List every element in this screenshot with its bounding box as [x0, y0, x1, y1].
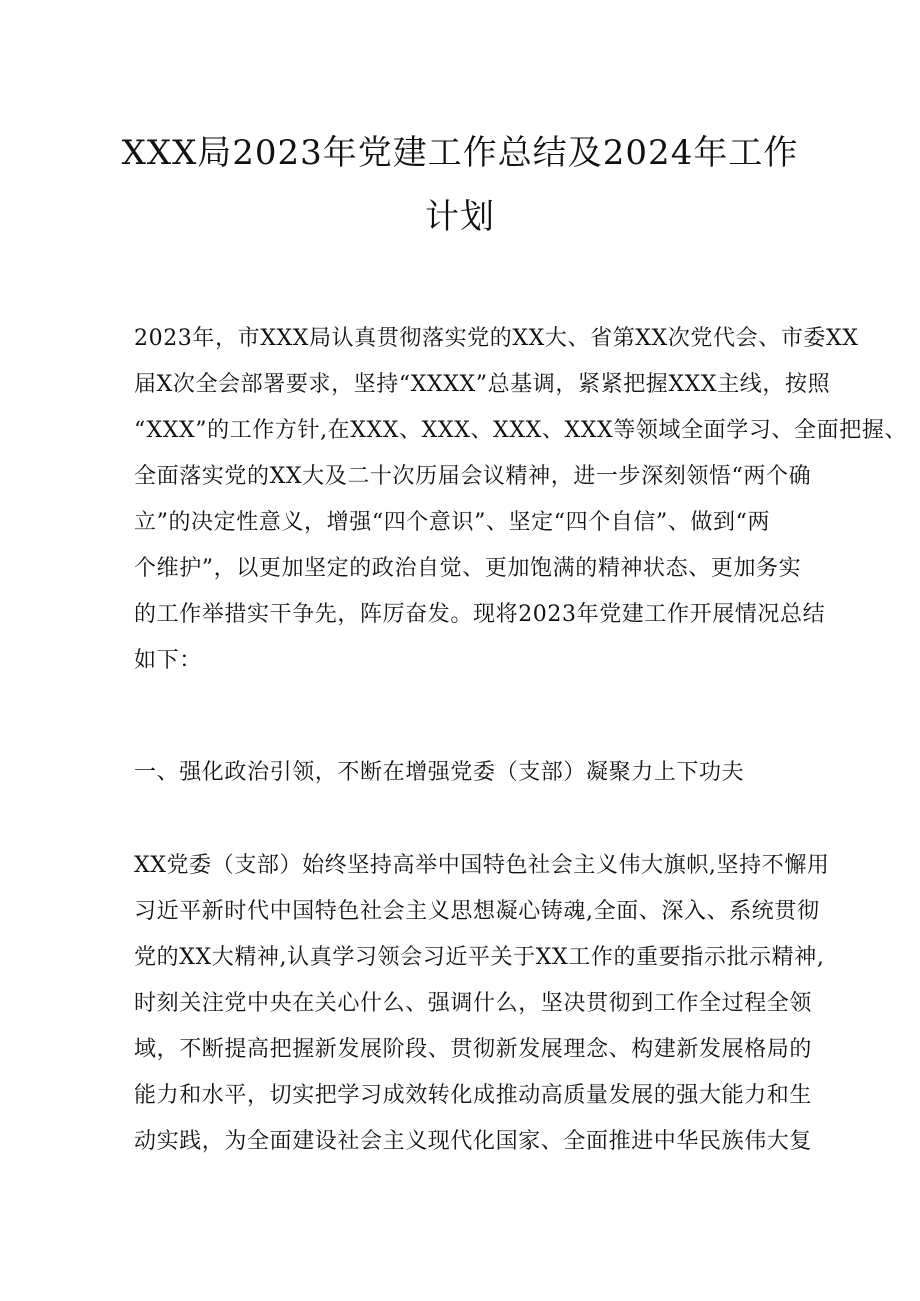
document-title-line-2: 计划 [425, 197, 495, 237]
paragraph-line: 立”的决定性意义，增强“四个意识”、坚定“四个自信”、做到“两 [134, 510, 771, 535]
paragraph-line: 全面落实党的XX大及二十次历届会议精神，进一步深刻领悟“两个确 [134, 464, 812, 489]
paragraph-line: 时刻关注党中央在关心什么、强调什么，坚决贯彻到工作全过程全领 [134, 991, 813, 1016]
section-1-paragraph [134, 843, 830, 1165]
paragraph-line: 党的XX大精神,认真学习领会习近平关于XX工作的重要指示批示精神, [134, 945, 825, 970]
paragraph-line: 个维护”，以更加坚定的政治自觉、更加饱满的精神状态、更加务实 [134, 556, 802, 581]
paragraph-line: 届X次全会部署要求，坚持“XXXX”总基调，紧紧把握XXX主线，按照 [134, 372, 831, 397]
paragraph-line: 2023年，市XXX局认真贯彻落实党的XX大、省第XX次党代会、市委XX [134, 326, 859, 351]
section-heading-1: 一、强化政治引领，不断在增强党委（支部）凝聚力上下功夫 [134, 760, 745, 785]
paragraph-line: 域，不断提高把握新发展阶段、贯彻新发展理念、构建新发展格局的 [134, 1037, 813, 1062]
paragraph-line: XX党委（支部）始终坚持高举中国特色社会主义伟大旗帜,坚持不懈用 [134, 853, 830, 878]
paragraph-line: 习近平新时代中国特色社会主义思想凝心铸魂,全面、深入、系统贯彻 [134, 899, 820, 924]
document-title-line-1: XXX局2023年党建工作总结及2024年工作 [121, 133, 799, 173]
paragraph-line: 的工作举措实干争先，阵厉奋发。现将2023年党建工作开展情况总结 [134, 602, 826, 627]
intro-paragraph [134, 316, 908, 684]
paragraph-line: 如下： [134, 648, 202, 673]
paragraph-line: “XXX”的工作方针,在XXX、XXX、XXX、XXX等领域全面学习、全面把握、 [134, 418, 908, 443]
paragraph-line: 动实践，为全面建设社会主义现代化国家、全面推进中华民族伟大复 [134, 1129, 813, 1154]
paragraph-line: 能力和水平，切实把学习成效转化成推动高质量发展的强大能力和生 [134, 1083, 813, 1108]
